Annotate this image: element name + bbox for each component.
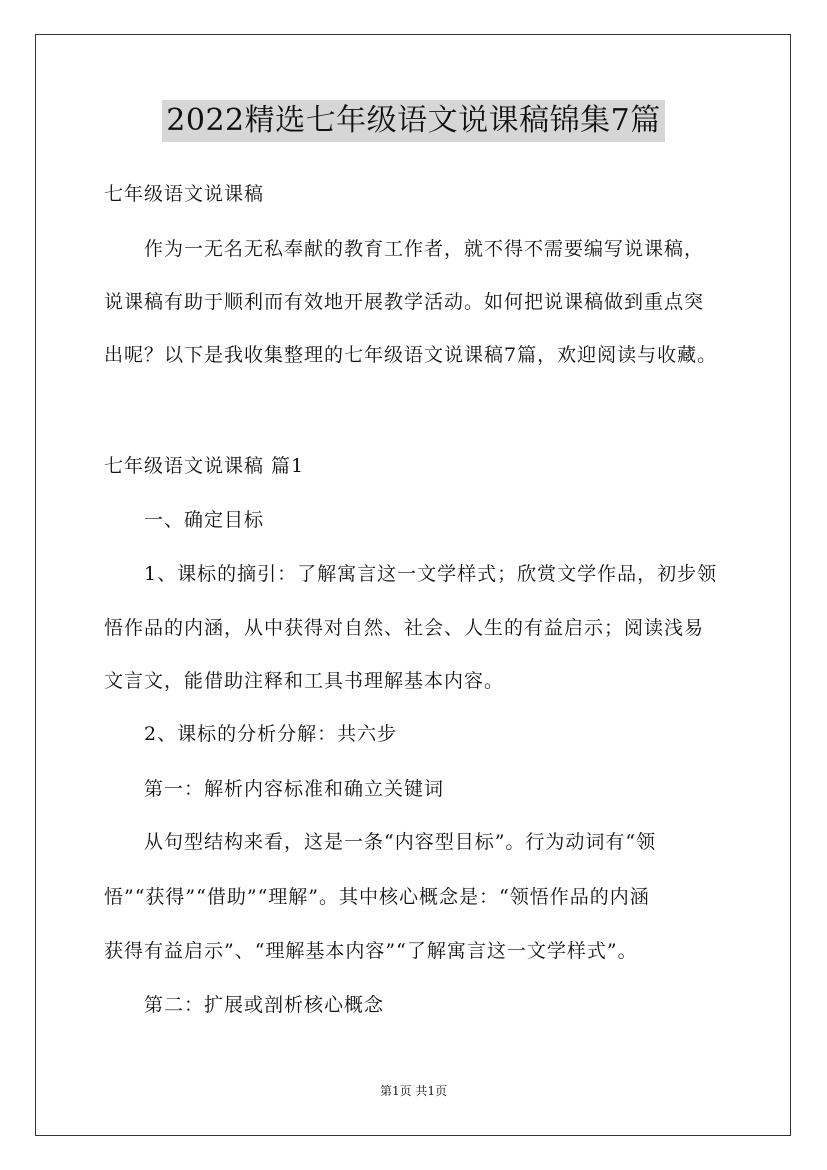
section-heading: 七年级语文说课稿: [104, 183, 265, 205]
paragraph-line: 文言文，能借助注释和工具书理解基本内容。: [104, 670, 505, 692]
paragraph-line: 说课稿有助于顺利而有效地开展教学活动。如何把说课稿做到重点突: [104, 291, 705, 313]
section-heading: 七年级语文说课稿 篇1: [104, 455, 305, 477]
paragraph-line: 获得有益启示”、“理解基本内容”“了解寓言这一文学样式”。: [104, 940, 638, 962]
paragraph-line: 1、课标的摘引：了解寓言这一文学样式；欣赏文学作品，初步领: [144, 563, 718, 585]
page-footer: 第1页 共1页: [379, 1084, 448, 1098]
paragraph-line: 第一：解析内容标准和确立关键词: [144, 778, 445, 800]
paragraph-line: 2、课标的分析分解：共六步: [144, 723, 398, 745]
paragraph-line: 作为一无名无私奉献的教育工作者，就不得不需要编写说课稿，: [144, 238, 705, 260]
paragraph-line: 悟”“获得”“借助”“理解”。其中核心概念是：“领悟作品的内涵: [104, 886, 650, 908]
paragraph-line: 第二：扩展或剖析核心概念: [144, 994, 385, 1016]
paragraph-line: 出呢？以下是我收集整理的七年级语文说课稿7篇，欢迎阅读与收藏。: [104, 344, 718, 366]
paragraph-line: 悟作品的内涵，从中获得对自然、社会、人生的有益启示；阅读浅易: [104, 617, 705, 639]
document-title: 2022精选七年级语文说课稿锦集7篇: [162, 100, 664, 142]
title-wrap: [0, 100, 827, 142]
paragraph-line: 从句型结构来看，这是一条“内容型目标”。行为动词有“领: [144, 831, 657, 853]
subheading: 一、确定目标: [144, 509, 265, 531]
